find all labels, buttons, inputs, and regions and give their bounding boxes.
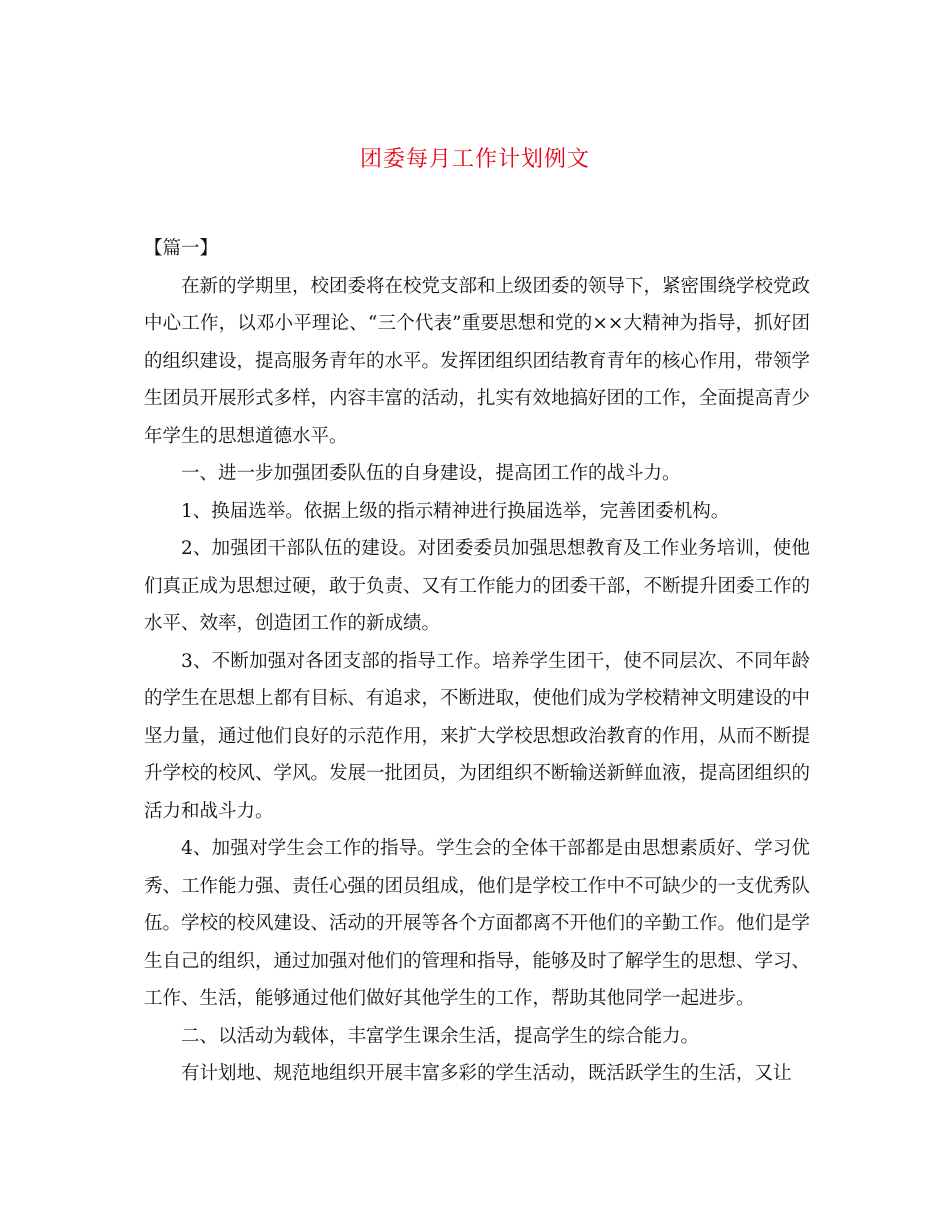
section-tag: 【篇一】 — [144, 238, 219, 259]
item-2-paragraph: 2、加强团干部队伍的建设。对团委委员加强思想教育及工作业务培训，使他们真正成为思想过硬，敢于负责、又有工作能力的团委干部，不断提升团委工作的水平、效率，创造团工作的新成绩。 — [144, 538, 811, 634]
heading-one: 一、进一步加强团委队伍的自身建设，提高团工作的战斗力。 — [181, 463, 681, 484]
document-title: 团委每月工作计划例文 — [359, 147, 590, 172]
activities-paragraph: 有计划地、规范地组织开展丰富多彩的学生活动，既活跃学生的生活，又让 — [181, 1063, 792, 1084]
item-4-paragraph: 4、加强对学生会工作的指导。学生会的全体干部都是由思想素质好、学习优秀、工作能力强、责任心强的团员组成，他们是学校工作中不可缺少的一支优秀队伍。学校的校风建设、活动的开展等各个方面都离不开他们的辛勤工作。他们是学生自己的组织，通过加强对他们的管理和指导，能够及时了解学生的思想、学习、工作、生活，能够通过他们做好其他学生的工作，帮助其他同学一起进步。 — [144, 838, 811, 1009]
heading-two: 二、以活动为载体，丰富学生课余生活，提高学生的综合能力。 — [181, 1025, 700, 1047]
item-3-paragraph: 3、不断加强对各团支部的指导工作。培养学生团干，使不同层次、不同年龄的学生在思想上都有目标、有追求，不断进取，使他们成为学校精神文明建设的中坚力量，通过他们良好的示范作用，来扩大学校思想政治教育的作用，从而不断提升学校的校风、学风。发展一批团员，为团组织不断输送新鲜血液，提高团组织的活力和战斗力。 — [144, 650, 811, 822]
document-body — [144, 230, 810, 1093]
intro-paragraph: 在新的学期里，校团委将在校党支部和上级团委的领导下，紧密围绕学校党政中心工作，以邓小平理论、“三个代表”重要思想和党的××大精神为指导，抓好团的组织建设，提高服务青年的水平。发挥团组织团结教育青年的核心作用，带领学生团员开展形式多样，内容丰富的活动，扎实有效地搞好团的工作，全面提高青少年学生的思想道德水平。 — [144, 275, 811, 447]
item-1-paragraph: 1、换届选举。依据上级的指示精神进行换届选举，完善团委机构。 — [181, 500, 730, 522]
